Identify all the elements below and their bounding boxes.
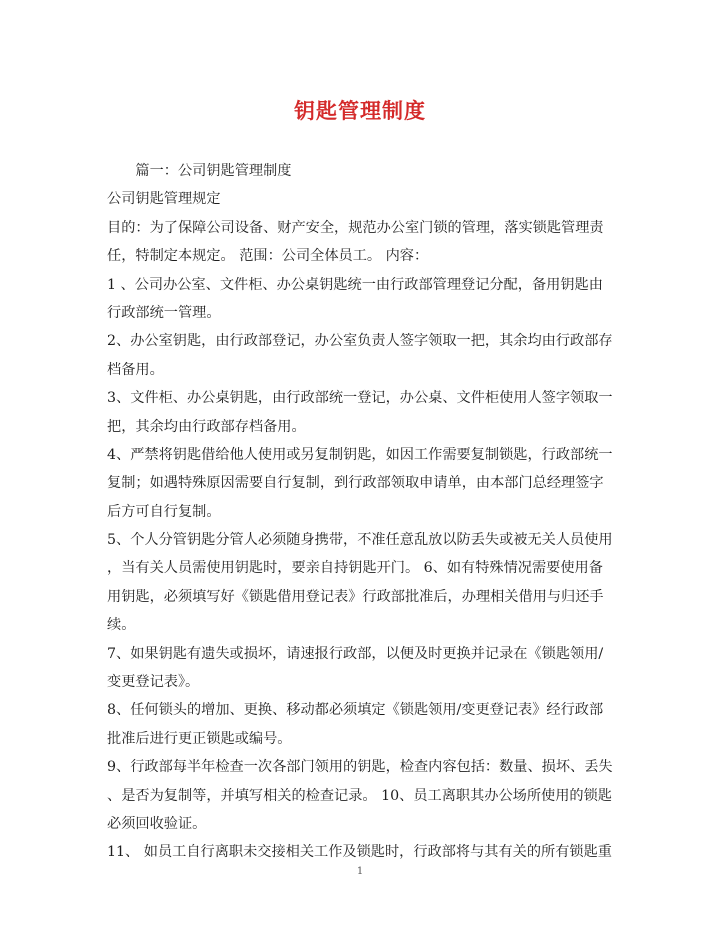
body-line: 复制；如遇特殊原因需要自行复制，到行政部领取申请单，由本部门总经理签字 <box>107 475 604 492</box>
body-line: 续。 <box>107 617 136 634</box>
body-line: 变更登记表》。 <box>107 674 200 691</box>
body-line: 后方可自行复制。 <box>107 503 221 520</box>
document-title: 钥匙管理制度 <box>294 99 426 123</box>
body-line: ，当有关人员需使用钥匙时，要亲自持钥匙开门。 6、如有特殊情况需要使用备 <box>107 560 603 577</box>
body-line: 2、办公室钥匙，由行政部登记，办公室负责人签字领取一把，其余均由行政部存 <box>107 333 613 350</box>
body-line: 批准后进行更正锁匙或编号。 <box>107 730 292 747</box>
body-line: 4、严禁将钥匙借给他人使用或另复制钥匙，如因工作需要复制锁匙，行政部统一 <box>107 446 613 463</box>
body-line: 7、如果钥匙有遗失或损坏，请速报行政部，以便及时更换并记录在《锁匙领用/ <box>107 645 604 662</box>
body-line: 必须回收验证。 <box>107 815 207 832</box>
body-line: 档备用。 <box>107 361 164 378</box>
body-line: 篇一：公司钥匙管理制度 <box>107 163 292 179</box>
body-line: 3、文件柜、办公桌钥匙，由行政部统一登记，办公桌、文件柜使用人签字领取一 <box>107 390 613 407</box>
body-line: 9、行政部每半年检查一次各部门领用的钥匙，检查内容包括：数量、损坏、丢失 <box>107 759 613 776</box>
body-line: 8、任何锁头的增加、更换、移动都必须填定《锁匙领用/变更登记表》经行政部 <box>107 702 604 719</box>
document-body <box>107 157 617 867</box>
page-number: 1 <box>356 866 364 877</box>
body-line: 用钥匙，必须填写好《锁匙借用登记表》行政部批准后，办理相关借用与归还手 <box>107 588 604 605</box>
body-line: 目的：为了保障公司设备、财产安全，规范办公室门锁的管理，落实锁匙管理责 <box>107 219 604 236</box>
body-line: 5、个人分管钥匙分管人必须随身携带，不准任意乱放以防丢失或被无关人员使用 <box>107 532 613 549</box>
body-line: 公司钥匙管理规定 <box>107 191 221 208</box>
body-line: 行政部统一管理。 <box>107 304 221 321</box>
body-line: 1 、公司办公室、文件柜、办公桌钥匙统一由行政部管理登记分配，备用钥匙由 <box>107 276 603 293</box>
body-line: 11、 如员工自行离职未交接相关工作及锁匙时，行政部将与其有关的所有锁匙重 <box>107 844 612 861</box>
body-line: 把，其余均由行政部存档备用。 <box>107 418 306 435</box>
body-line: 任，特制定本规定。 范围：公司全体员工。 内容： <box>107 248 429 265</box>
body-line: 、是否为复制等，并填写相关的检查记录。 10、员工离职其办公场所使用的锁匙 <box>107 787 612 804</box>
